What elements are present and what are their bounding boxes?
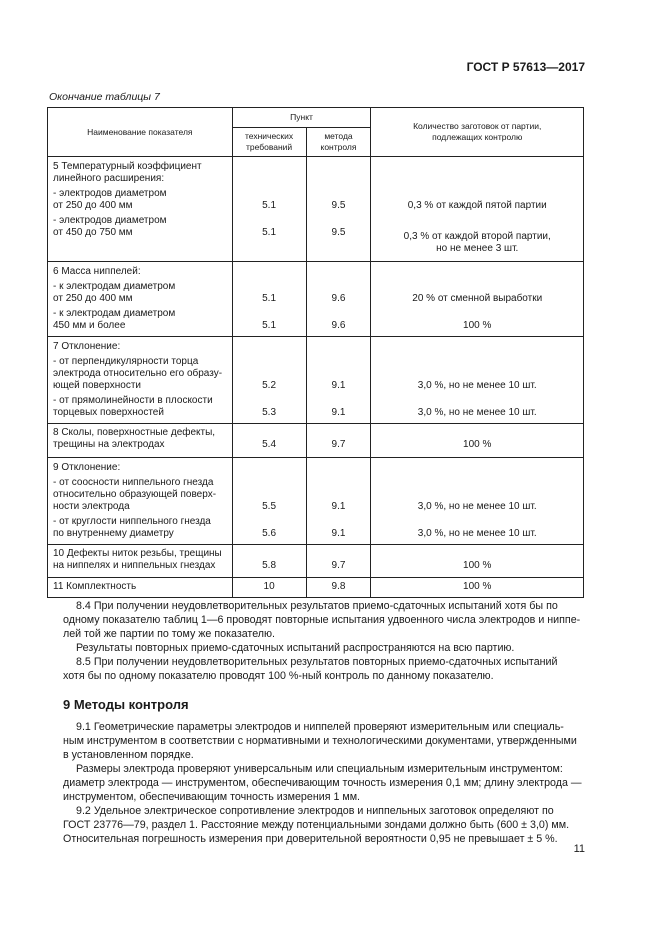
text-line: 9.2 Удельное электрическое сопротивление электродов и ниппельных заготовок определяют по: [76, 805, 554, 817]
text-line: Размеры электрода проверяют универсальным или специальным измерительным инструментом:: [76, 763, 563, 775]
row9-name-line: - от круглости ниппельного гнезда: [53, 516, 211, 527]
row6-name-line: 6 Масса ниппелей:: [53, 266, 141, 277]
col-header-qty-line1: Количество заготовок от партии,: [413, 121, 542, 131]
text-line: диаметр электрода — инструментом, обеспечивающим точность измерения 0,1 мм; длину электрода —: [63, 777, 582, 789]
col-header-tech-line1: технических: [245, 131, 294, 141]
col-header-tech: [232, 128, 306, 157]
row5-tech: 5.1: [262, 227, 277, 238]
row5-name-line: 5 Температурный коэффициент: [53, 161, 202, 172]
row9-name-line: 9 Отклонение:: [53, 462, 121, 473]
row5-tech: 5.1: [262, 200, 277, 211]
row6-method: 9.6: [331, 293, 346, 304]
col-header-qty: [371, 108, 584, 157]
row5-name-line: - электродов диаметром: [53, 215, 167, 226]
table-row: [48, 337, 584, 424]
table-row: [48, 578, 584, 598]
page-number: 11: [573, 843, 585, 855]
text-line: лей той же партии по тому же показателю.: [63, 628, 276, 640]
row7-name-line: электрода относительно его образу-: [53, 368, 223, 379]
row9-name-line: по внутреннему диаметру: [53, 528, 174, 539]
row5-method: 9.5: [331, 227, 346, 238]
row5-method: 9.5: [331, 200, 346, 211]
table-row: [48, 157, 584, 262]
row11-name-line: 11 Комплектность: [53, 581, 137, 592]
text-line: ным инструментом в соответствии с нормативными и технологическими документами, утвержденными: [63, 735, 577, 747]
row9-name-line: ности электрода: [53, 501, 130, 512]
row7-method: 9.1: [331, 380, 346, 391]
table-row: [48, 458, 584, 545]
col-header-punkt: Пункт: [232, 108, 371, 128]
text-line: Относительная погрешность измерения при доверительной вероятности 0,95 не превышает ± 5 %.: [63, 833, 558, 845]
text-line: 8.4 При получении неудовлетворительных результатов приемо-сдаточных испытаний хотя бы по: [76, 600, 558, 612]
row5-qty: 0,3 % от каждой пятой партии: [407, 200, 547, 211]
row8-name-line: трещины на электродах: [53, 439, 165, 450]
row7-name-line: - от прямолинейности в плоскости: [53, 395, 213, 406]
row6-method: 9.6: [331, 320, 346, 331]
row8-method: 9.7: [331, 439, 346, 450]
row6-name-line: - к электродам диаметром: [53, 281, 176, 292]
row7-qty: 3,0 %, но не менее 10 шт.: [417, 407, 537, 418]
table-7: [47, 107, 584, 598]
table-row: [48, 262, 584, 337]
row7-name-line: торцевых поверхностей: [53, 407, 164, 418]
row9-name-line: относительно образующей поверх-: [53, 489, 217, 500]
row5-qty: но не менее 3 шт.: [436, 243, 519, 254]
row6-qty: 100 %: [463, 320, 492, 331]
text-line: Результаты повторных приемо-сдаточных испытаний распространяются на всю партию.: [76, 642, 515, 654]
row5-name-line: от 250 до 400 мм: [53, 200, 133, 211]
row7-method: 9.1: [331, 407, 346, 418]
col-header-qty-line2: подлежащих контролю: [432, 132, 523, 142]
col-header-tech-line2: требований: [245, 142, 293, 152]
row7-name-line: - от перпендикулярности торца: [53, 356, 199, 367]
row9-tech: 5.6: [262, 528, 277, 539]
text-line: 9.1 Геометрические параметры электродов и ниппелей проверяют измерительным или специаль-: [76, 721, 564, 733]
table-caption: Окончание таблицы 7: [49, 91, 160, 103]
paragraph-9-1: [63, 720, 583, 846]
row9-qty: 3,0 %, но не менее 10 шт.: [417, 501, 537, 512]
text-line: ГОСТ 23776—79, раздел 1. Расстояние между потенциальными зондами должно быть (600 ± 3,0) мм.: [63, 819, 570, 831]
row7-tech: 5.3: [262, 407, 277, 418]
row9-method: 9.1: [331, 528, 346, 539]
row7-qty: 3,0 %, но не менее 10 шт.: [417, 380, 537, 391]
row6-name-line: от 250 до 400 мм: [53, 293, 133, 304]
row10-qty: 100 %: [463, 560, 492, 571]
row6-name-line: - к электродам диаметром: [53, 308, 176, 319]
row5-name-line: - электродов диаметром: [53, 188, 167, 199]
row8-name-line: 8 Сколы, поверхностные дефекты,: [53, 427, 216, 438]
row10-tech: 5.8: [262, 560, 277, 571]
text-line: инструментом, обеспечивающим точность измерения 1 мм.: [63, 791, 361, 803]
row8-tech: 5.4: [262, 439, 277, 450]
row9-qty: 3,0 %, но не менее 10 шт.: [417, 528, 537, 539]
text-line: одному показателю таблиц 1—6 проводят повторные испытания удвоенного числа электродов и ниппе-: [63, 614, 581, 626]
row10-name-line: на ниппелях и ниппельных гнездах: [53, 560, 216, 571]
row6-tech: 5.1: [262, 320, 277, 331]
row11-qty: 100 %: [463, 581, 492, 592]
col-header-method-line2: контроля: [320, 142, 357, 152]
row11-method: 9.8: [331, 581, 346, 592]
col-header-method: [306, 128, 371, 157]
row10-method: 9.7: [331, 560, 346, 571]
row5-name-line: линейного расширения:: [53, 173, 165, 184]
row9-method: 9.1: [331, 501, 346, 512]
table-row: [48, 424, 584, 458]
row6-qty: 20 % от сменной выработки: [412, 293, 543, 304]
row8-qty: 100 %: [463, 439, 492, 450]
row7-tech: 5.2: [262, 380, 277, 391]
text-line: хотя бы по одному показателю проводят 100 %-ный контроль по данному показателю.: [63, 670, 494, 682]
row5-name-line: от 450 до 750 мм: [53, 227, 133, 238]
row9-name-line: - от соосности ниппельного гнезда: [53, 477, 214, 488]
table-row: [48, 545, 584, 578]
row10-name-line: 10 Дефекты ниток резьбы, трещины: [53, 548, 222, 559]
row11-tech: 10: [263, 581, 275, 592]
row5-qty: 0,3 % от каждой второй партии,: [403, 231, 551, 242]
row9-tech: 5.5: [262, 501, 277, 512]
col-header-method-line1: метода: [324, 131, 353, 141]
row6-name-line: 450 мм и более: [53, 320, 126, 331]
row6-tech: 5.1: [262, 293, 277, 304]
document-id: ГОСТ Р 57613—2017: [466, 60, 585, 74]
col-header-name: Наименование показателя: [48, 108, 233, 157]
paragraph-8-4: [63, 599, 583, 683]
row7-name-line: 7 Отклонение:: [53, 341, 121, 352]
text-line: 8.5 При получении неудовлетворительных результатов повторных приемо-сдаточных испытаний: [76, 656, 558, 668]
text-line: в установленном порядке.: [63, 749, 194, 761]
section-heading: 9 Методы контроля: [63, 697, 189, 712]
row7-name-line: ющей поверхности: [53, 380, 141, 391]
